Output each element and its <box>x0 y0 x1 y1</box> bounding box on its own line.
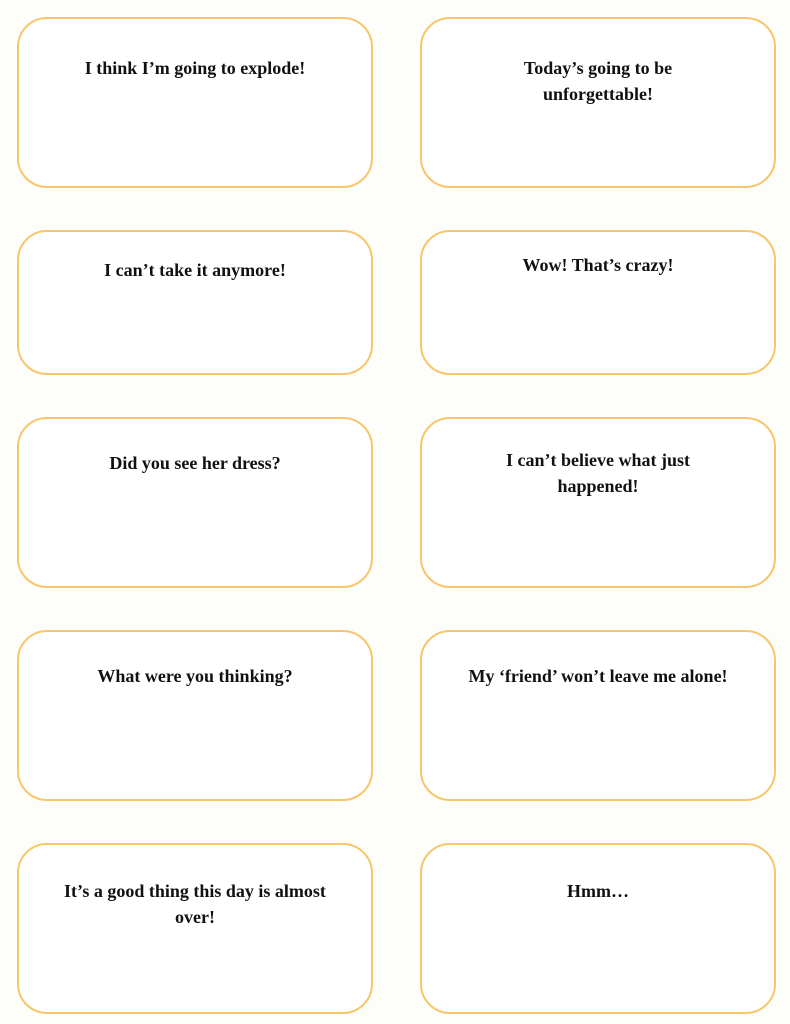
card-8-text: My ‘friend’ won’t leave me alone! <box>468 666 728 686</box>
card-9-text: It’s a good thing this day is almost over! <box>64 881 326 927</box>
card-7-text: What were you thinking? <box>97 666 293 686</box>
card-6 <box>420 417 776 588</box>
card-10 <box>420 843 776 1014</box>
card-2-text: Today’s going to be unforgettable! <box>523 58 673 104</box>
card-4 <box>420 230 776 375</box>
card-5-text: Did you see her dress? <box>109 453 281 473</box>
card-3-text: I can’t take it anymore! <box>104 260 286 280</box>
card-9 <box>17 843 373 1014</box>
card-3 <box>17 230 373 375</box>
card-2 <box>420 17 776 188</box>
card-4-text: Wow! That’s crazy! <box>522 255 674 275</box>
card-10-text: Hmm… <box>567 881 629 901</box>
card-8 <box>420 630 776 801</box>
card-6-text: I can’t believe what just happened! <box>506 450 690 496</box>
card-1 <box>17 17 373 188</box>
card-7 <box>17 630 373 801</box>
card-1-text: I think I’m going to explode! <box>84 58 306 78</box>
card-5 <box>17 417 373 588</box>
